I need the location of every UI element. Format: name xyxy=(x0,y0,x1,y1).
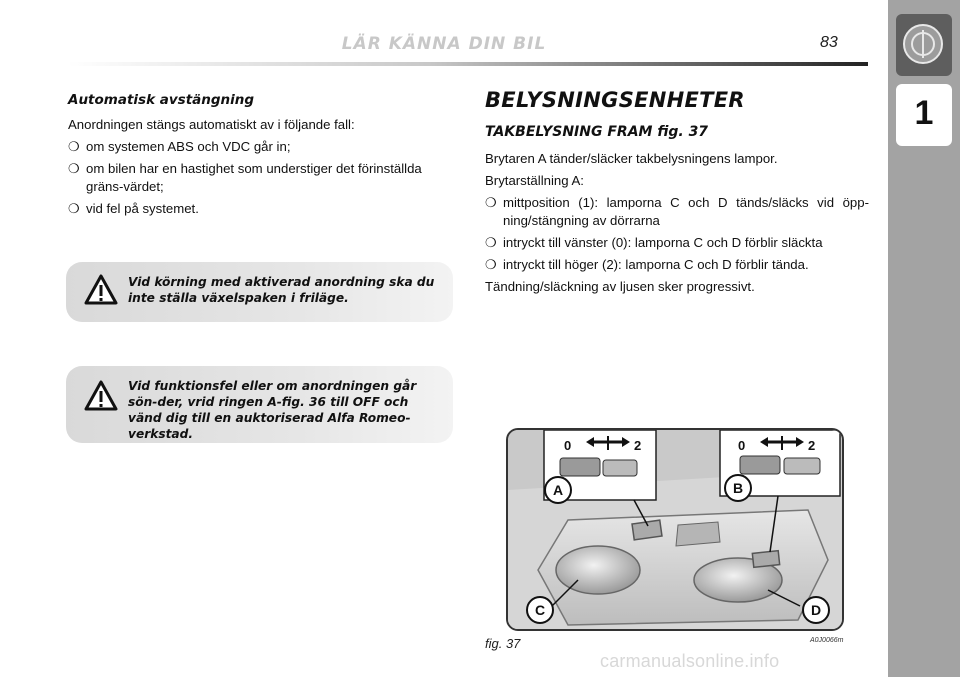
list-item xyxy=(485,256,869,274)
label-position-2: 2 xyxy=(808,438,816,453)
list-item-text: vid fel på systemet. xyxy=(86,201,199,216)
warning-triangle-icon xyxy=(84,380,118,412)
header-rule xyxy=(68,62,868,66)
left-column xyxy=(68,92,454,222)
warning-box xyxy=(66,262,453,322)
list-item xyxy=(485,234,869,252)
bullet-icon: ❍ xyxy=(485,235,497,250)
list-item-text: mittposition (1): lamporna C och D tänds/släcks vid öpp-ning/stängning av dörrarna xyxy=(503,195,869,228)
callout-c: C xyxy=(534,602,546,618)
chapter-number: 1 xyxy=(914,94,934,132)
paragraph: Brytaren A tänder/släcker takbelysningens lampor. xyxy=(485,151,778,166)
warning-text: Vid funktionsfel eller om anordningen går sön-der, vrid ringen A-fig. 36 till OFF och vänd dig till en auktoriserad Alfa Romeo-verkstad. xyxy=(128,379,417,441)
callout-b: B xyxy=(732,480,744,496)
page-header-title: LÄR KÄNNA DIN BIL xyxy=(341,34,547,54)
right-column xyxy=(485,88,869,300)
bullet-icon: ❍ xyxy=(68,161,80,176)
ceiling-light-illustration xyxy=(508,430,842,629)
intro-text: Anordningen stängs automatiskt av i följande fall: xyxy=(68,117,355,132)
list-item xyxy=(485,194,869,230)
chapter-box xyxy=(896,84,952,146)
section-heading-lighting: BELYSNINGSENHETER xyxy=(485,88,745,112)
list-item-text: intryckt till vänster (0): lamporna C och D förblir släckta xyxy=(503,235,823,250)
figure-caption: fig. 37 xyxy=(485,636,521,651)
warning-box xyxy=(66,366,453,443)
list-item xyxy=(68,160,454,196)
label-position-0: 0 xyxy=(738,438,746,453)
page-number: 83 xyxy=(820,34,838,51)
bullet-icon: ❍ xyxy=(485,195,497,210)
list-item xyxy=(68,200,454,218)
list-item xyxy=(68,138,454,156)
list-item-text: om systemen ABS och VDC går in; xyxy=(86,139,291,154)
list-item-text: intryckt till höger (2): lamporna C och D förblir tända. xyxy=(503,257,809,272)
warning-text: Vid körning med aktiverad anordning ska du inte ställa växelspaken i friläge. xyxy=(128,275,435,305)
label-position-2: 2 xyxy=(634,438,642,453)
bullet-icon: ❍ xyxy=(68,201,80,216)
ceiling-light-figure xyxy=(506,428,844,631)
list-item-text: om bilen har en hastighet som understiger det förinställda gräns-värdet; xyxy=(86,161,422,194)
watermark-text: carmanualsonline.info xyxy=(600,651,780,671)
warning-triangle-icon xyxy=(84,274,118,306)
figure-code: A0J0066m xyxy=(810,637,844,644)
bullet-icon: ❍ xyxy=(68,139,80,154)
logo-box xyxy=(896,14,952,76)
subheading-front-light: TAKBELYSNING FRAM fig. 37 xyxy=(485,124,709,140)
bullet-icon: ❍ xyxy=(485,257,497,272)
paragraph: Brytarställning A: xyxy=(485,173,584,188)
label-position-0: 0 xyxy=(564,438,572,453)
alfa-romeo-logo-icon xyxy=(903,24,943,64)
paragraph: Tändning/släckning av ljusen sker progressivt. xyxy=(485,279,755,294)
section-heading-auto-off: Automatisk avstängning xyxy=(68,92,255,108)
callout-a: A xyxy=(552,482,564,498)
callout-d: D xyxy=(810,602,822,618)
